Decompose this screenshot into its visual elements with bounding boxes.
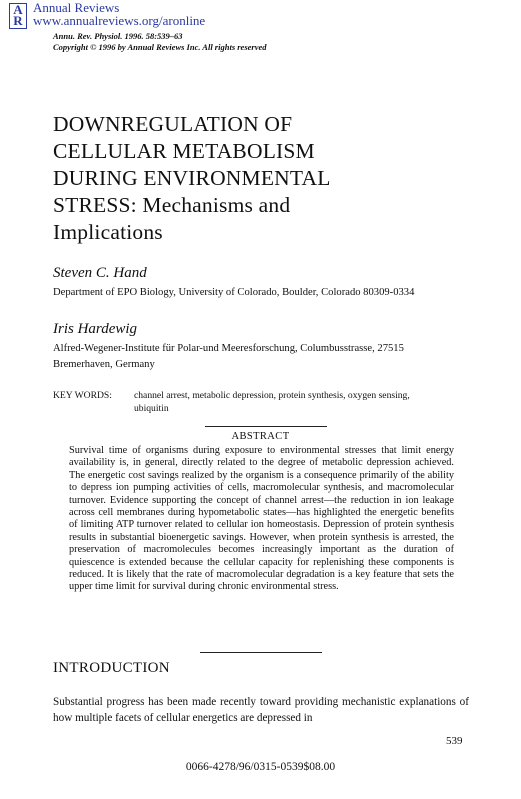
- author-affiliation: [53, 341, 483, 373]
- author-name: Iris Hardewig: [53, 321, 138, 337]
- logo-glyph-a: A: [13, 2, 23, 17]
- article-title: [53, 111, 473, 246]
- logo-glyph-r: R: [13, 13, 23, 28]
- annual-reviews-logo-icon: [9, 3, 27, 29]
- title-line: DURING ENVIRONMENTAL: [53, 166, 331, 190]
- affiliation-line: Alfred-Wegener-Institute für Polar-und Meeresforschung, Columbusstrasse, 27515: [53, 343, 404, 354]
- title-line: CELLULAR METABOLISM: [53, 139, 315, 163]
- abstract-bottom-rule: [200, 652, 322, 653]
- author-name: Steven C. Hand: [53, 265, 147, 281]
- section-body-text: Substantial progress has been made recently toward providing mechanistic explanations of how multiple facets of cellular energetics are depressed in: [53, 696, 469, 724]
- title-line: DOWNREGULATION OF: [53, 112, 293, 136]
- footer-code: 0066-4278/96/0315-0539$08.00: [185, 761, 336, 773]
- page-number: 539: [446, 735, 463, 747]
- title-line: STRESS: Mechanisms and: [53, 193, 291, 217]
- keywords-line: channel arrest, metabolic depression, protein synthesis, oxygen sensing,: [134, 390, 410, 401]
- journal-citation: Annu. Rev. Physiol. 1996. 58:539–63: [53, 31, 183, 41]
- affiliation-line: Bremerhaven, Germany: [53, 359, 155, 370]
- keywords-list: [134, 389, 474, 415]
- affiliation-line: Department of EPO Biology, University of Colorado, Boulder, Colorado 80309-0334: [53, 287, 415, 298]
- keywords-line: ubiquitin: [134, 403, 169, 414]
- abstract-top-rule: [205, 426, 327, 427]
- publisher-line: Annual Reviews: [33, 0, 120, 15]
- abstract-heading: ABSTRACT: [231, 431, 290, 442]
- abstract-text: Survival time of organisms during exposure to environmental stresses that limit energy availability is, in general, directly related to the degree of metabolic depression achieved. The energetic cost savings realized by the organism is a consequence primarily of the ability to depress ion pumping activities of cells, macromolecular synthesis, and macromolecular turnover. Evidence supporting the concept of channel arrest—the reduction in ion leakage across cell membranes during hypometabolic states—has highlighted the energetic benefits of limiting ATP turnover related to cellular ion homeostasis. Depression of protein synthesis results in substantial bioenergetic savings. However, when protein synthesis is arrested, the preservation of macromolecules becomes increasingly important as the duration of quiescence is extended because the cellular capacity for replenishing these components is reduced. It is likely that the rate of macromolecular degradation is a key feature that sets the upper time limit for survival during chronic environmental stress.: [69, 445, 454, 593]
- title-line: Implications: [53, 220, 163, 244]
- copyright-notice: Copyright © 1996 by Annual Reviews Inc. All rights reserved: [53, 42, 267, 52]
- section-heading: INTRODUCTION: [53, 660, 170, 676]
- publisher-url-link[interactable]: www.annualreviews.org/aronline: [33, 13, 206, 28]
- author-affiliation: [53, 285, 483, 301]
- keywords-label: KEY WORDS:: [53, 390, 112, 401]
